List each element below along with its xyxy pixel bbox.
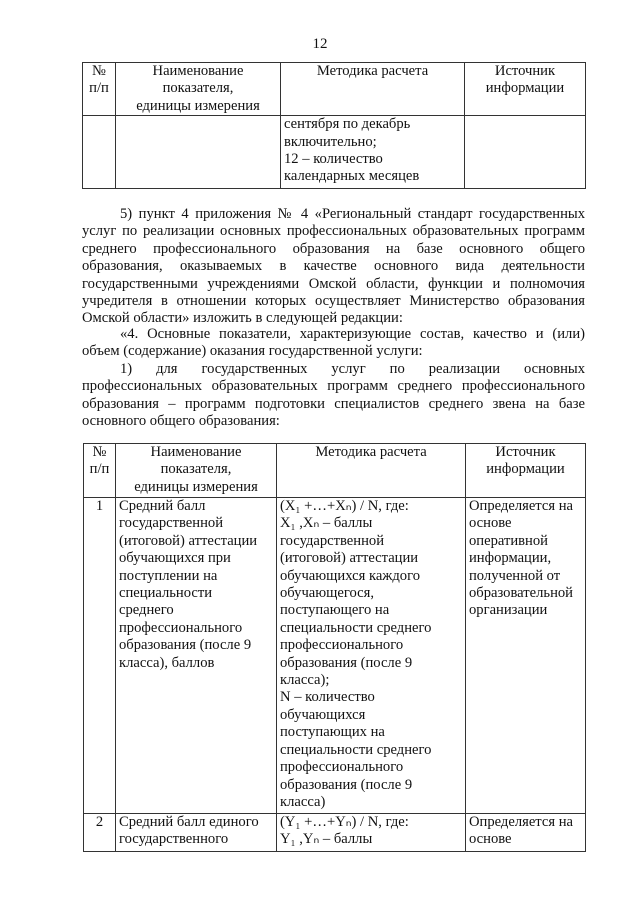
cell-method-line: образования (после 9: [280, 776, 413, 793]
header-name-line: единицы измерения: [136, 97, 260, 114]
cell-source-line: полученной от: [469, 567, 561, 584]
cell-method-line: поступающего на: [280, 602, 390, 619]
cell-method-line: Y₁ ,Yₙ – баллы: [280, 831, 373, 848]
header-name: [116, 63, 281, 116]
page-number: 12: [312, 36, 328, 52]
header-source-line: Источник: [495, 444, 556, 460]
cell-method: [277, 498, 466, 814]
header-name-line: показателя,: [162, 80, 234, 97]
paragraph-line: учредителя в отношении которых осуществляет Министерство образования: [82, 292, 585, 309]
header-number-line: №: [92, 63, 106, 79]
cell-name: [116, 814, 277, 852]
header-number-line: п/п: [89, 80, 109, 97]
paragraph-line: образования – программ подготовки специалистов среднего звена на базе: [82, 395, 585, 412]
cell-name-line: образования (после 9: [119, 637, 252, 654]
cell-method-line: образования (после 9: [280, 654, 413, 671]
header-source-line: Источник: [494, 63, 556, 79]
paragraph: [82, 361, 585, 431]
cell-name-line: (итоговой) аттестации: [119, 532, 258, 549]
cell-source: [466, 498, 586, 814]
cell-source-line: Определяется на: [469, 814, 573, 830]
header-number: [84, 444, 116, 498]
cell-name-line: государственной: [119, 515, 224, 532]
cell-method-line: профессионального: [280, 637, 404, 654]
cell-source-line: организации: [469, 602, 548, 619]
paragraph-line: услуг по реализации основных профессиональных образовательных программ: [82, 223, 585, 240]
cell-name-line: Средний балл единого: [119, 814, 259, 830]
cell-source: [466, 814, 586, 852]
cell-number: [84, 498, 116, 814]
paragraph-line: среднего профессионального образования на базе основного общего: [82, 240, 585, 257]
cell-method-line: 12 – количество: [284, 151, 383, 168]
paragraph-line: профессиональных образовательных программ среднего профессионального: [82, 378, 585, 395]
cell-name-line: государственного: [119, 831, 229, 848]
header-row: [84, 444, 586, 498]
cell-method-line: сентября по декабрь: [284, 116, 411, 133]
paragraph-line: государственными учреждениями Омской области, функции и полномочия: [82, 275, 585, 292]
cell-method-line: календарных месяцев: [284, 168, 420, 185]
header-method-line: Методика расчета: [316, 63, 429, 79]
cell-method-line: класса): [280, 793, 326, 810]
cell-number-line: 2: [95, 814, 104, 830]
cell-name-line: класса), баллов: [119, 654, 215, 671]
cell-method-line: обучающихся: [280, 706, 366, 723]
cell-name-line: обучающихся при: [119, 550, 231, 567]
paragraph-line: 1) для государственных услуг по реализации основных: [120, 361, 585, 377]
paragraph-line: объем (содержание) оказания государственной услуги:: [82, 343, 423, 360]
paragraph: [82, 206, 585, 328]
cell-name-line: Средний балл: [119, 498, 206, 514]
cell-method-line: класса);: [280, 672, 330, 689]
indicator-table-continued: [82, 62, 586, 189]
cell-number: [84, 814, 116, 852]
cell-name-line: среднего: [119, 602, 174, 619]
table-row: [84, 814, 586, 852]
paragraph-line: основного общего образования:: [82, 413, 280, 430]
cell-source-line: информации,: [469, 550, 552, 567]
cell-method-line: (итоговой) аттестации: [280, 550, 419, 567]
cell-method-line: (Y₁ +…+Yₙ) / N, где:: [280, 814, 409, 830]
paragraph-line: 5) пункт 4 приложения № 4 «Региональный стандарт государственных: [120, 206, 585, 222]
cell-number-line: 1: [95, 498, 104, 514]
cell-name-line: поступлении на: [119, 567, 218, 584]
cell-name: [116, 498, 277, 814]
cell-method-line: специальности среднего: [280, 741, 432, 758]
paragraph-line: «4. Основные показатели, характеризующие состав, качество и (или): [120, 326, 585, 342]
cell-method-line: обучающихся каждого: [280, 567, 421, 584]
cell-method-line: (X₁ +…+Xₙ) / N, где:: [280, 498, 409, 514]
cell-source-line: образовательной: [469, 585, 573, 602]
header-source-line: информации: [485, 80, 565, 97]
cell-method-line: поступающих на: [280, 724, 385, 741]
cell-method-line: N – количество: [280, 689, 375, 706]
header-name: [116, 444, 277, 498]
header-name-line: показателя,: [160, 461, 232, 478]
cell-method-line: обучающегося,: [280, 585, 375, 602]
cell-source-line: основе: [469, 831, 512, 848]
header-row: [83, 63, 586, 116]
cell-method-line: государственной: [280, 532, 385, 549]
header-source: [466, 444, 586, 498]
header-source-line: информации: [486, 461, 565, 478]
cell-method-line: включительно;: [284, 133, 377, 150]
cell-method: [277, 814, 466, 852]
paragraph: [82, 326, 585, 361]
cell-method: [281, 116, 465, 189]
table-row: [83, 116, 586, 189]
header-source: [465, 63, 586, 116]
cell-source-line: основе: [469, 515, 512, 532]
header-number: [83, 63, 116, 116]
header-method: [277, 444, 466, 498]
header-name-line: Наименование: [150, 444, 242, 460]
cell-source-line: оперативной: [469, 532, 548, 549]
cell-source-line: Определяется на: [469, 498, 573, 514]
paragraph-line: образования, оказываемых в качестве основного вида деятельности: [82, 258, 585, 275]
header-name-line: единицы измерения: [134, 478, 258, 495]
header-name-line: Наименование: [152, 63, 244, 79]
cell-method-line: профессионального: [280, 759, 404, 776]
header-number-line: п/п: [89, 461, 110, 478]
indicator-table: [83, 443, 586, 852]
cell-name: [116, 116, 281, 189]
paragraph-line: Омской области» изложить в следующей редакции:: [82, 310, 403, 327]
header-number-line: №: [92, 444, 107, 460]
cell-method-line: X₁ ,Xₙ – баллы: [280, 515, 373, 532]
cell-name-line: специальности: [119, 585, 213, 602]
cell-method-line: специальности среднего: [280, 619, 432, 636]
cell-source: [465, 116, 586, 189]
cell-name-line: профессионального: [119, 619, 243, 636]
cell-number: [83, 116, 116, 189]
header-method-line: Методика расчета: [315, 444, 427, 460]
table-row: [84, 498, 586, 814]
header-method: [281, 63, 465, 116]
